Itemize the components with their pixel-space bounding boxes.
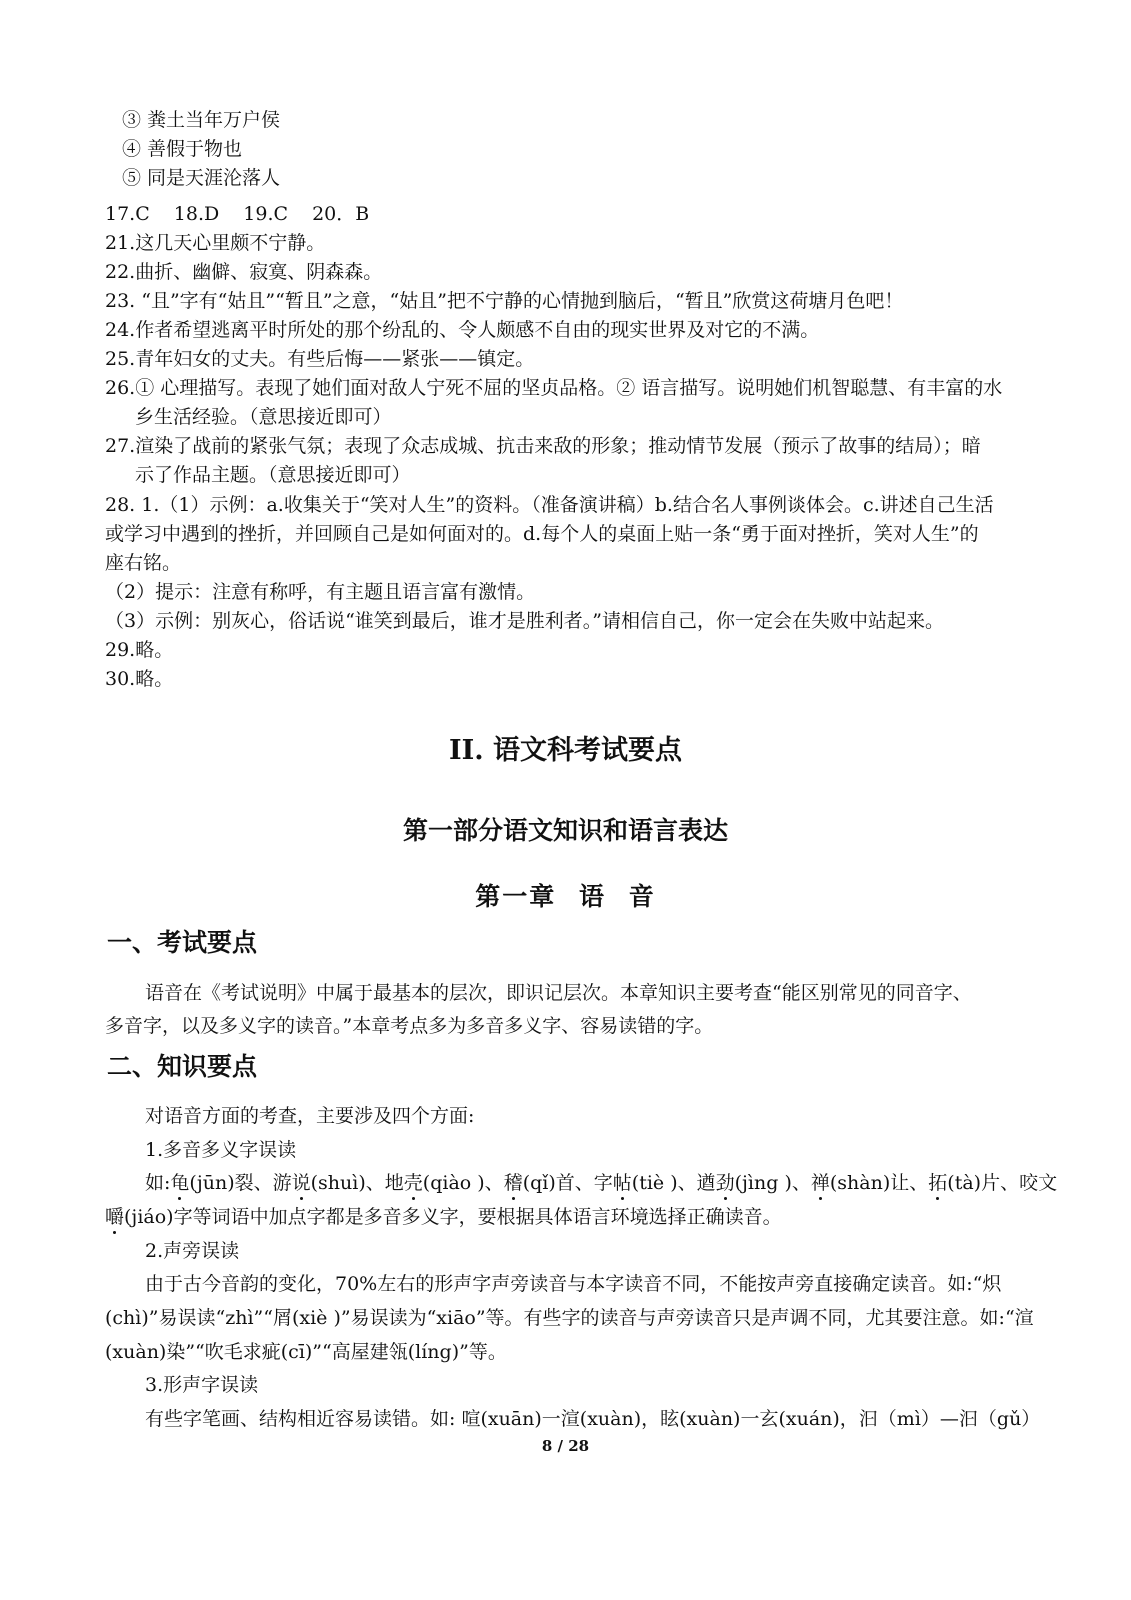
text: (shàn)让、 bbox=[829, 1172, 929, 1194]
text: (jūn)裂、游 bbox=[189, 1172, 292, 1194]
page-number: 8 / 28 bbox=[541, 1437, 590, 1455]
answer-line: 17.C 18.D 19.C 20．B bbox=[105, 203, 370, 225]
answer-line: 示了作品主题。（意思接近即可） bbox=[135, 464, 411, 486]
text: 如: bbox=[145, 1172, 171, 1194]
text: (tà)片、咬文 bbox=[947, 1172, 1058, 1194]
text: (shuì)、地 bbox=[310, 1172, 404, 1194]
text: (tiè )、遒 bbox=[631, 1172, 716, 1194]
answer-line: 22.曲折、幽僻、寂寞、阴森森。 bbox=[105, 261, 383, 283]
dotted-char: 说 bbox=[291, 1172, 311, 1194]
answer-line: 21.这几天心里颇不宁静。 bbox=[105, 232, 326, 254]
answer-line: ⑤ 同是天涯沦落人 bbox=[122, 167, 281, 189]
dotted-char: 禅 bbox=[810, 1172, 830, 1194]
answer-line: ④ 善假于物也 bbox=[122, 138, 243, 160]
dotted-char: 帖 bbox=[612, 1172, 632, 1194]
answer-line: 29.略。 bbox=[105, 639, 174, 661]
answer-line: 座右铭。 bbox=[105, 552, 182, 574]
dotted-char: 劲 bbox=[715, 1172, 735, 1194]
answer-line: 23. “且”字有“姑且”“暂且”之意，“姑且”把不宁静的心情抛到脑后，“暂且”欣赏这荷塘月色吧！ bbox=[105, 290, 904, 312]
subsection-heading: 一、考试要点 bbox=[107, 928, 258, 957]
answer-line: 26.① 心理描写。表现了她们面对敌人宁死不屈的坚贞品格。② 语言描写。说明她们机智聪慧、有丰富的水 bbox=[105, 377, 1003, 399]
chapter-heading: 第一章 语 音 bbox=[475, 882, 656, 911]
answer-line: 27.渲染了战前的紧张气氛；表现了众志成城、抗击来敌的形象；推动情节发展（预示了故事的结局）；暗 bbox=[105, 435, 981, 457]
answer-line: ③ 粪土当年万户侯 bbox=[122, 109, 281, 131]
dotted-char: 嚼 bbox=[105, 1206, 125, 1228]
paragraph-line: 多音字，以及多义字的读音。”本章考点多为多音多义字、容易读错的字。 bbox=[105, 1015, 714, 1037]
subsection-label: 2.声旁误读 bbox=[145, 1240, 240, 1262]
example-line bbox=[105, 1204, 782, 1230]
answer-line: （2）提示：注意有称呼，有主题且语言富有激情。 bbox=[105, 581, 536, 603]
subsection-label: 3.形声字误读 bbox=[145, 1374, 259, 1396]
answer-line: 乡生活经验。（意思接近即可） bbox=[135, 406, 392, 428]
answer-line: 25.青年妇女的丈夫。有些后悔——紧张——镇定。 bbox=[105, 348, 535, 370]
part-heading: 第一部分语文知识和语言表达 bbox=[402, 816, 728, 845]
dotted-char: 龟 bbox=[170, 1172, 190, 1194]
answer-line: 30.略。 bbox=[105, 668, 174, 690]
text: (jìng )、 bbox=[734, 1172, 811, 1194]
section-heading: II. 语文科考试要点 bbox=[448, 735, 683, 766]
answer-line: 28. 1.（1）示例：a.收集关于“笑对人生”的资料。（准备演讲稿）b.结合名人事例谈体会。c.讲述自己生活 bbox=[105, 494, 994, 516]
text: (qiào )、 bbox=[422, 1172, 504, 1194]
paragraph-line: 有些字笔画、结构相近容易读错。如: 喧(xuān)一渲(xuàn)，眩(xuàn)一玄(xuán)，汩（mì）—汩（gǔ） bbox=[145, 1408, 1041, 1430]
answer-line: （3）示例：别灰心，俗话说“谁笑到最后，谁才是胜利者。”请相信自己，你一定会在失败中站起来。 bbox=[105, 610, 945, 632]
dotted-char: 壳 bbox=[403, 1172, 423, 1194]
dotted-char: 稽 bbox=[503, 1172, 523, 1194]
paragraph-line: (chì)”易误读“zhì”“屑(xiè )”易误读为“xiāo”等。有些字的读音与声旁读音只是声调不同，尤其要注意。如:“渲 bbox=[105, 1307, 1034, 1329]
example-line bbox=[145, 1170, 1057, 1196]
text: (qǐ)首、字 bbox=[522, 1172, 613, 1194]
dotted-char: 拓 bbox=[928, 1172, 948, 1194]
paragraph-line: 由于古今音韵的变化，70%左右的形声字声旁读音与本字读音不同，不能按声旁直接确定读音。如:“炽 bbox=[145, 1273, 1002, 1295]
subsection-heading: 二、知识要点 bbox=[107, 1052, 258, 1081]
text: (jiáo)字等词语中加点字都是多音多义字，要根据具体语言环境选择正确读音。 bbox=[124, 1206, 782, 1228]
paragraph-line: (xuàn)染”“吹毛求疵(cī)”“高屋建瓴(líng)”等。 bbox=[105, 1341, 507, 1363]
answer-line: 或学习中遇到的挫折，并回顾自己是如何面对的。d.每个人的桌面上贴一条“勇于面对挫折，笑对人生”的 bbox=[105, 523, 979, 545]
answer-line: 24.作者希望逃离平时所处的那个纷乱的、令人颇感不自由的现实世界及对它的不满。 bbox=[105, 319, 820, 341]
paragraph-line: 语音在《考试说明》中属于最基本的层次，即识记层次。本章知识主要考查“能区别常见的同音字、 bbox=[145, 982, 972, 1004]
paragraph-line: 对语音方面的考查，主要涉及四个方面: bbox=[145, 1105, 475, 1127]
subsection-label: 1.多音多义字误读 bbox=[145, 1139, 297, 1161]
